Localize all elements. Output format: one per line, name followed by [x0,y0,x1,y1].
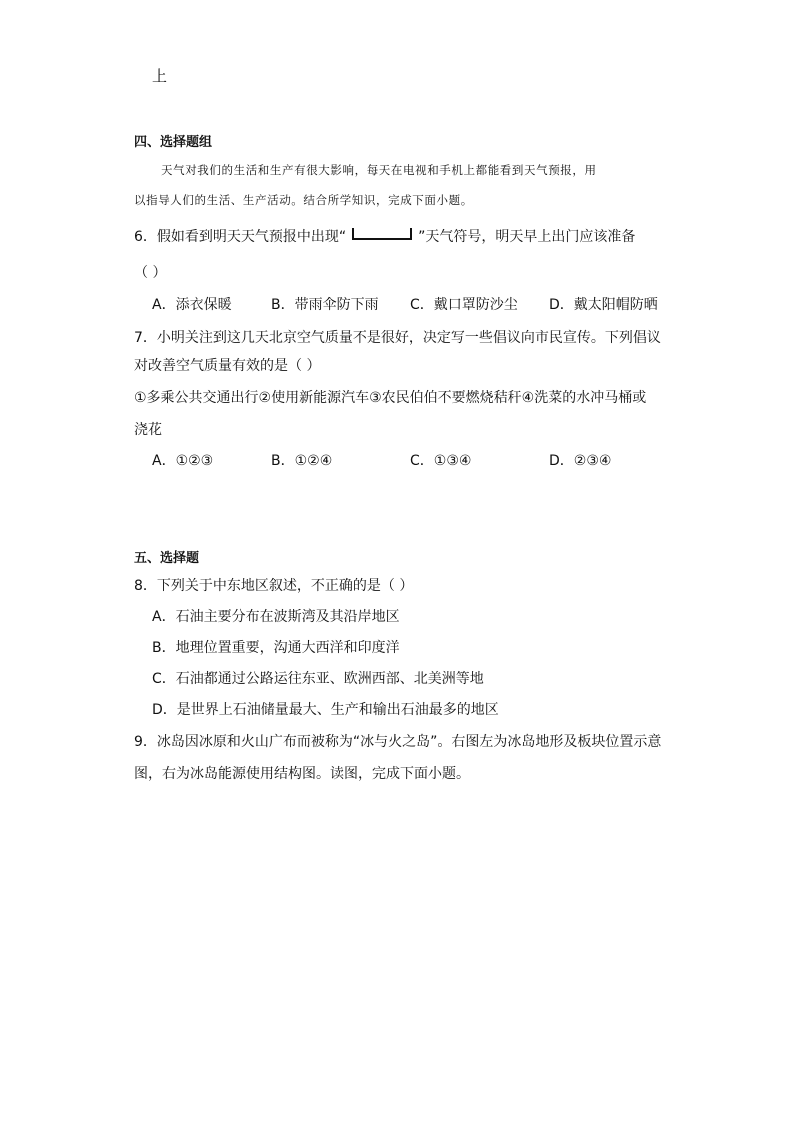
q9-stem-line2: 图，右为冰岛能源使用结构图。读图，完成下面小题。 [134,766,470,782]
q8-option-d[interactable]: D．是世界上石油储量最大、生产和输出石油最多的地区 [152,702,499,718]
q7-stem-line1: 7．小明关注到这几天北京空气质量不是很好，决定写一些倡议向市民宣传。下列倡议 [134,330,661,346]
q9-stem-line1: 9．冰岛因冰原和火山广布而被称为“冰与火之岛”。右图左为冰岛地形及板块位置示意 [134,734,662,750]
q6-stem-part1: 6．假如看到明天天气预报中出现“ [134,229,347,245]
weather-symbol-icon [352,228,412,240]
q8-stem: 8．下列关于中东地区叙述，不正确的是（ ） [134,578,414,594]
q7-option-c[interactable]: C．①③④ [410,453,472,469]
q6-paren: （ ） [134,265,167,281]
q6-option-c[interactable]: C．戴口罩防沙尘 [410,297,518,313]
section4-intro-line1: 天气对我们的生活和生产有很大影响，每天在电视和手机上都能看到天气预报，用 [161,163,597,177]
section4-intro-line2: 以指导人们的生活、生产活动。结合所学知识，完成下面小题。 [134,193,473,207]
q7-option-d[interactable]: D．②③④ [549,453,612,469]
section4-title: 四、选择题组 [134,135,213,150]
q7-items-line2: 浇花 [134,422,162,438]
section5-title: 五、选择题 [134,551,200,566]
q8-option-b[interactable]: B．地理位置重要，沟通大西洋和印度洋 [152,640,400,656]
q8-option-c[interactable]: C．石油都通过公路运往东亚、欧洲西部、北美洲等地 [152,671,484,687]
top-fragment: 上 [152,67,168,85]
q7-option-a[interactable]: A．①②③ [152,453,214,469]
q7-option-b[interactable]: B．①②④ [271,453,333,469]
q6-option-d[interactable]: D．戴太阳帽防晒 [549,297,658,313]
q6-option-a[interactable]: A．添衣保暖 [152,297,232,313]
q8-option-a[interactable]: A．石油主要分布在波斯湾及其沿岸地区 [152,609,400,625]
q7-stem-line2: 对改善空气质量有效的是（ ） [134,358,321,374]
q6-stem-part2: ”天气符号，明天早上出门应该准备 [418,229,636,245]
q6-option-b[interactable]: B．带雨伞防下雨 [271,297,379,313]
q7-items-line1: ①多乘公共交通出行②使用新能源汽车③农民伯伯不要燃烧秸秆④洗菜的水冲马桶或 [134,390,647,406]
q6-stem [134,228,635,246]
